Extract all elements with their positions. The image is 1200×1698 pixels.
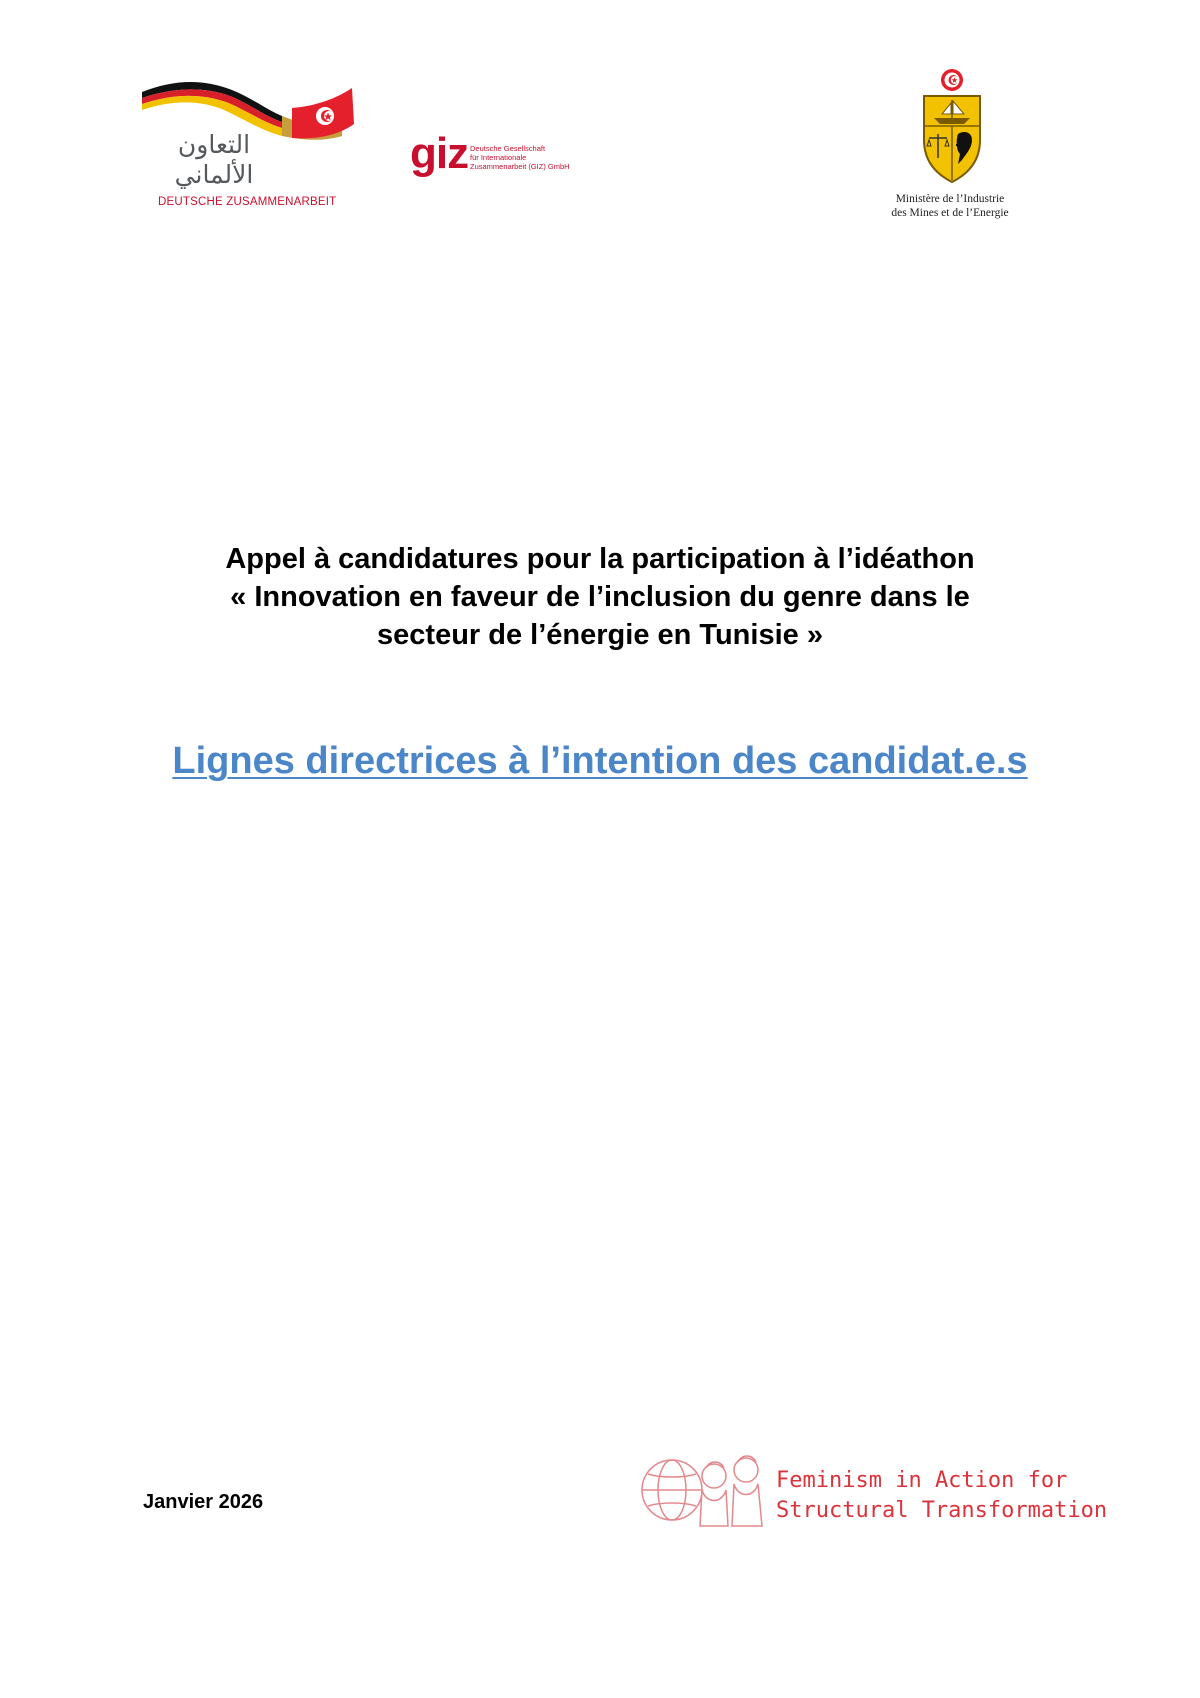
call-title-line3: secteur de l’énergie en Tunisie » (377, 619, 823, 651)
fast-logo-text (776, 1466, 1107, 1526)
call-title (100, 540, 1100, 654)
deutsche-zusammenarbeit-logo (142, 78, 382, 218)
giz-line3: Zusammenarbeit (GIZ) GmbH (470, 162, 570, 171)
fast-logo (636, 1446, 1108, 1536)
ministry-caption-line2: des Mines et de l’Energie (891, 207, 1009, 219)
giz-fullname (470, 144, 570, 171)
dz-arabic-line1: التعاون (177, 130, 251, 159)
giz-wordmark: giz (410, 129, 469, 178)
ministry-logo (880, 68, 1020, 228)
call-title-line1: Appel à candidatures pour la participation à l’idéathon (225, 543, 975, 575)
document-date: Janvier 2026 (143, 1491, 264, 1513)
giz-logo (410, 129, 590, 182)
dz-arabic-line2: الألماني (174, 160, 254, 189)
giz-line2: für Internationale (470, 153, 527, 162)
ministry-caption (880, 192, 1020, 220)
tunisia-coat-of-arms-icon (918, 68, 986, 188)
fast-logo-line2: Structural Transformation (776, 1498, 1108, 1523)
guidelines-heading (80, 738, 1120, 784)
ministry-caption-line1: Ministère de l’Industrie (895, 193, 1005, 205)
giz-line1: Deutsche Gesellschaft (470, 144, 546, 153)
guidelines-heading-text: Lignes directrices à l’intention des candidat.e.s (172, 740, 1028, 782)
globe-figures-icon (636, 1446, 776, 1536)
call-title-line2: « Innovation en faveur de l’inclusion du genre dans le (230, 581, 970, 613)
dz-caption: DEUTSCHE ZUSAMMENARBEIT (158, 196, 337, 208)
dz-arabic-text (154, 130, 274, 190)
fast-logo-line1: Feminism in Action for (776, 1468, 1068, 1493)
